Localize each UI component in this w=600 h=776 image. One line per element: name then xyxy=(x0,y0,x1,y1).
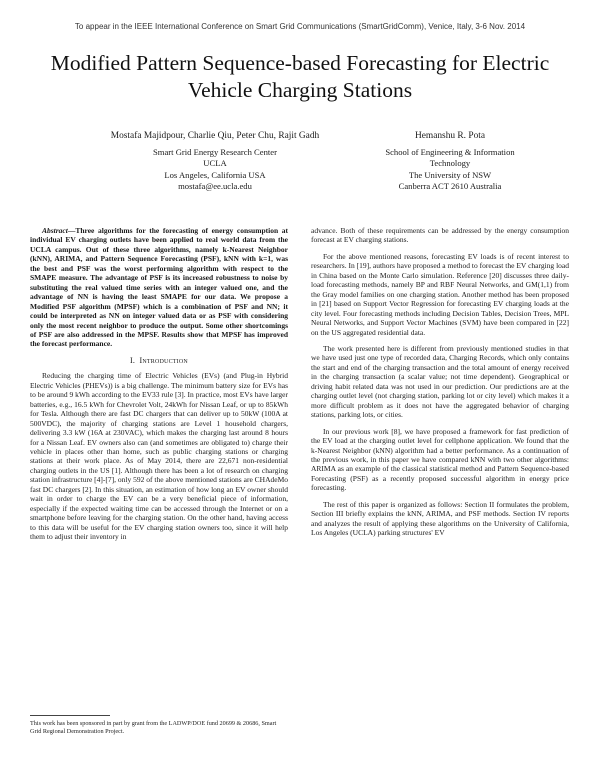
affiliation-line: Canberra ACT 2610 Australia xyxy=(398,181,502,192)
affiliation-line: Technology xyxy=(429,158,471,169)
funding-footnote: This work has been sponsored in part by grant from the LADWP/DOE fund 20699 & 20686, Smart Grid Regional Demonstration Project. xyxy=(30,720,277,735)
body-paragraph: The work presented here is different from previously mentioned studies in that we have used just one type of recorded data, Charging Records, which only contains the start and end of the charging transaction and the total amount of energy received in the charging transaction (a scalar value; not time dependent). Geographical or driving habit related data was not used in our prediction. Our predictions are at the charging outlet level (not charging station, parking lot or city level) which makes it a more difficult problem as it does not have the aggregated behavior of charging stations, parking lots, or cities. xyxy=(311,343,569,420)
author-block-ucla xyxy=(85,131,345,193)
abstract-text: —Three algorithms for the forecasting of energy consumption at individual EV charging outlets have been applied to real world data from the UCLA campus. Out of these three algorithms, namely k-Nearest Neighbor (kNN), ARIMA, and Pattern Sequence Forecasting (PSF), kNN with k=1, was the best and PSF was the worst performing algorithm with respect to the SMAPE measure. The advantage of PSF is its increased robustness to noise by substituting the real valued time series with an integer valued one, and the advantage of NN is having the least SMAPE for our data. We propose a Modified PSF algorithm (MPSF) which is a combination of PSF and NN; it could be interpreted as NN on integer valued data or as PSF with considering only the most recent neighbor to produce the output. Some other shortcomings of PSF are also addressed in the MPSF. Results show that MPSF has improved the forecast performance. xyxy=(30,226,288,349)
body-paragraph: Reducing the charging time of Electric Vehicles (EVs) (and Plug-in Hybrid Electric Vehicles (PHEVs)) is a big challenge. The minimum battery size for EVs has to be around 9 kWh according to the EV33 rule [3]. In practice, most EVs have larger batteries, e.g., 16.5 kWh for Chevrolet Volt, 24kWh for Nissan Leaf, or up to 85kWh for Tesla. Although there are fast DC chargers that can deliver up to 50kW (100A at 500VDC), the majority of charging stations are Level 1 household chargers, delivering 3.3 kW (16A at 230VAC), which makes the charging last around 8 hours for a Nissan Leaf. EV owners also can (and sometimes are obligated to) charge their vehicle in places other than home, such as public charging stations or charging stations at their work place. As of May 2014, there are 22,671 non-residential charging outlets in the US [1]. Although there has been a lot of research on charging station infrastructure [4]-[7], only 592 of the above mentioned stations are CHAdeMo fast DC chargers [2]. In this situation, an estimation of how long an EV owner should wait in order to charge the EV can be a very beneficial piece of information, especially if the expected waiting time can be accessed through the Internet or on a smartphone before leaving for the charging station. On the other hand, having access to this data will be useful for the EV charging station owners too, since it will help them to adjust their inventory in xyxy=(30,371,288,542)
author-names: Mostafa Majidpour, Charlie Qiu, Peter Chu, Rajit Gadh xyxy=(110,131,320,141)
author-names: Hemanshu R. Pota xyxy=(414,131,486,141)
affiliation-line: UCLA xyxy=(203,158,227,169)
affiliation-line: School of Engineering & Information xyxy=(385,146,515,157)
paper-title: Modified Pattern Sequence-based Forecasting for Electric Vehicle Charging Stations xyxy=(50,51,550,102)
body-paragraph: In our previous work [8], we have proposed a framework for fast prediction of the EV load at the charging outlet level for cellphone application. We found that the k-Nearest Neighbor (kNN) algorithm had a better performance. As a continuation of the previous work, in this paper we have compared kNN with two other algorithms: ARIMA as an example of the classical statistical method and Pattern Sequence-based Forecasting (PSF) as a recently proposed successful algorithm in energy price forecasting. xyxy=(311,426,569,493)
section-title: Introduction xyxy=(139,355,188,365)
body-paragraph: The rest of this paper is organized as follows: Section II formulates the problem, Section III briefly explains the kNN, ARIMA, and PSF methods. Section IV reports and analyzes the result of applying these algorithms on the University of California, Los Angeles (UCLA) parking structures' EV xyxy=(311,499,569,538)
conference-note: To appear in the IEEE International Conference on Smart Grid Communications (SmartGridComm), Venice, Italy, 3-6 Nov. 2014 xyxy=(74,22,526,31)
footnote-divider xyxy=(30,715,110,716)
section-numeral: I. xyxy=(130,355,136,365)
affiliation-line: Los Angeles, California USA xyxy=(164,169,266,180)
right-column xyxy=(311,226,569,545)
abstract xyxy=(30,226,288,349)
affiliation-line: The University of NSW xyxy=(408,169,492,180)
author-email: mostafa@ee.ucla.edu xyxy=(178,181,252,192)
author-block-unsw xyxy=(355,131,545,193)
section-heading-introduction xyxy=(30,356,288,365)
body-paragraph: advance. Both of these requirements can be addressed by the energy consumption forecast at EV charging stations. xyxy=(311,226,569,245)
left-column xyxy=(30,226,288,549)
body-paragraph: For the above mentioned reasons, forecasting EV loads is of recent interest to researchers. In [19], authors have proposed a method to forecast the EV charging load in China based on the Monte Carlo simulation. Reference [20] discusses three daily-load forecasting methods, namely BP and RBF Neural Networks, and GM(1,1) from the Gray model families on one charging station. Another method has been proposed in [21] based on Support Vector Regression for forecasting EV charging loads at the city level. Four forecasting methods including Decision Tables, Decision Trees, MPL Neural Networks, and Support Vector Machines (SVM) have been compared in [22] on the US aggregated residential data. xyxy=(311,251,569,337)
abstract-lead: Abstract xyxy=(42,226,68,235)
affiliation-line: Smart Grid Energy Research Center xyxy=(153,146,277,157)
